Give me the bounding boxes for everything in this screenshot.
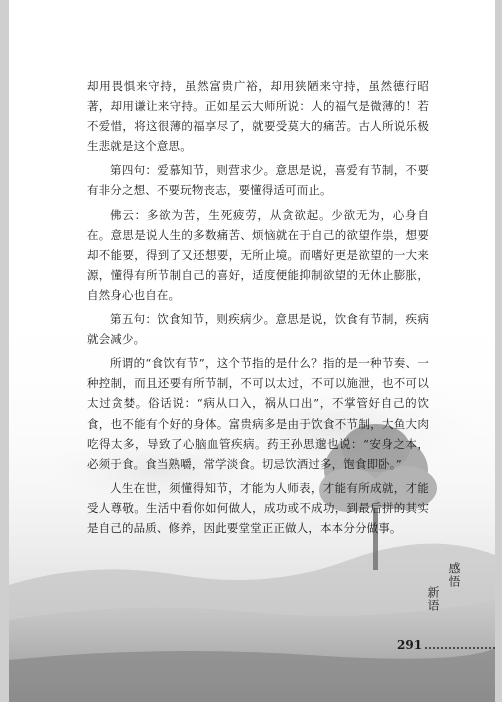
section-label-part: 新语	[426, 586, 440, 612]
article-body	[87, 76, 429, 542]
paragraph: 佛云：多欲为苦，生死疲劳，从贪欲起。少欲无为，心身自在。意思是说人生的多数痛苦、烦恼就在于自己的欲望作祟，想要却不能要，得到了又还想要，无所止境。而嗜好更是欲望的一大来源，懂得有所节制自己的喜好，适度便能抑制欲望的无休止膨胀，自然身心也自在。	[87, 207, 429, 302]
paragraph: 第四句：爱慕知节，则营求少。意思是说，喜爱有节制，不要有非分之想、不要玩物丧志，要懂得适可而止。	[87, 163, 429, 198]
page-footer	[397, 638, 495, 652]
paragraph: 所谓的“食饮有节”，这个节指的是什么？指的是一种节奏、一种控制，而且还要有所节制，不可以太过，不可以施泄，也不可以太过贪婪。俗话说：“病从口入，祸从口出”，不掌管好自己的饮食，也不能有个好的身体。富贵病多是由于饮食不节制，大鱼大肉吃得太多，导致了心脑血管疾病。药王孙思邈也说：“安身之本，必须于食。食当熟嚼，常学淡食。切忌饮酒过多，饱食即卧。”	[87, 356, 429, 471]
book-page	[9, 0, 495, 702]
page-number: 291	[397, 638, 423, 652]
paragraph: 却用畏惧来守持，虽然富贵广裕，却用狭陋来守持，虽然德行昭著，却用谦让来守持。正如星云大师所说：人的福气是微薄的！若不爱惜，将这很薄的福享尽了，就要受莫大的痛苦。古人所说乐极生悲就是这个意思。	[87, 79, 429, 154]
paragraph: 第五句：饮食知节，则疾病少。意思是说，饮食有节制，疾病就会减少。	[87, 312, 429, 347]
section-label-part: 感悟	[447, 562, 461, 588]
leader-dots	[425, 647, 495, 649]
paragraph: 人生在世，须懂得知节，才能为人师表，才能有所成就，才能受人尊敬。生活中看你如何做人，成功或不成功，到最后拼的其实是自己的品质、修养，因此要堂堂正正做人，本本分分做事。	[87, 480, 429, 535]
